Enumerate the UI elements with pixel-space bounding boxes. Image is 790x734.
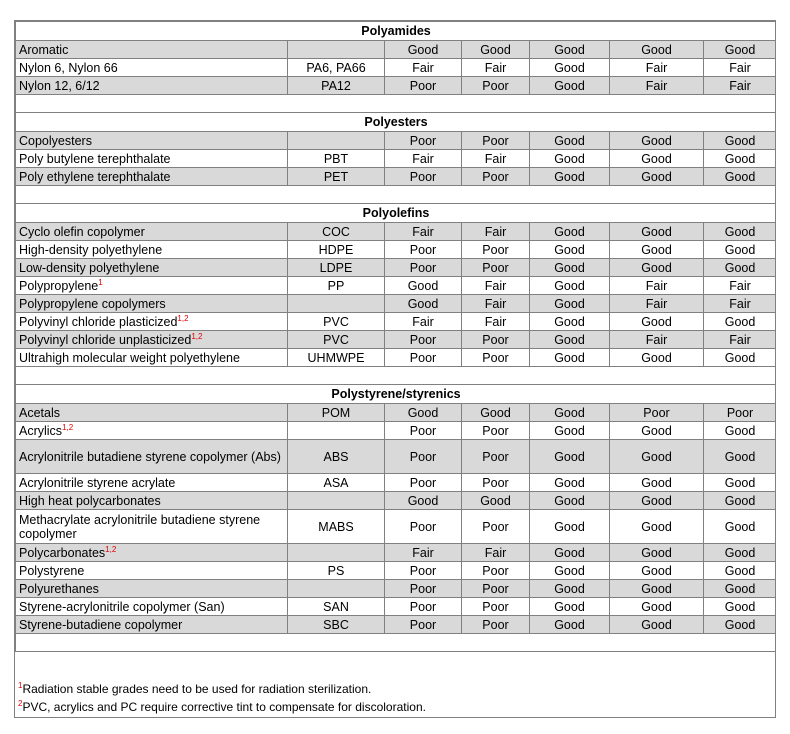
- material-name-cell: [16, 440, 288, 474]
- rating-cell: Good: [385, 41, 462, 59]
- rating-cell: Good: [704, 562, 777, 580]
- abbreviation-cell: ASA: [288, 474, 385, 492]
- section-header-row: [16, 113, 777, 132]
- rating-cell: Poor: [385, 616, 462, 634]
- table-row: [16, 77, 777, 95]
- spacer-cell: [16, 186, 777, 204]
- material-name-cell: [16, 168, 288, 186]
- table-row: [16, 580, 777, 598]
- footnotes: [15, 680, 775, 716]
- rating-cell: Good: [530, 259, 610, 277]
- rating-cell: Poor: [462, 580, 530, 598]
- abbreviation-cell: [288, 492, 385, 510]
- material-name-cell: [16, 277, 288, 295]
- rating-cell: Good: [610, 510, 704, 544]
- rating-cell: Poor: [385, 474, 462, 492]
- material-name: Polyvinyl chloride unplasticized: [19, 332, 192, 347]
- rating-cell: Fair: [385, 313, 462, 331]
- resin-compatibility-table: [15, 21, 776, 652]
- rating-cell: Good: [704, 510, 777, 544]
- material-name-cell: [16, 241, 288, 259]
- abbreviation-cell: [288, 544, 385, 562]
- material-name-cell: [16, 77, 288, 95]
- rating-cell: Good: [610, 474, 704, 492]
- abbreviation-cell: COC: [288, 223, 385, 241]
- rating-cell: Poor: [385, 562, 462, 580]
- rating-cell: Good: [610, 241, 704, 259]
- rating-cell: Poor: [385, 422, 462, 440]
- rating-cell: Good: [530, 295, 610, 313]
- section-title: Polystyrene/styrenics: [16, 385, 777, 404]
- rating-cell: Poor: [462, 259, 530, 277]
- material-name-cell: [16, 313, 288, 331]
- abbreviation-cell: PVC: [288, 331, 385, 349]
- material-name: Polyurethanes: [19, 581, 99, 596]
- rating-cell: Poor: [385, 580, 462, 598]
- rating-cell: Good: [530, 349, 610, 367]
- abbreviation-cell: [288, 295, 385, 313]
- footnote-text: PVC, acrylics and PC require corrective tint to compensate for discoloration.: [22, 700, 426, 714]
- rating-cell: Good: [610, 440, 704, 474]
- rating-cell: Poor: [462, 598, 530, 616]
- rating-cell: Fair: [704, 295, 777, 313]
- rating-cell: Good: [462, 404, 530, 422]
- rating-cell: Fair: [462, 295, 530, 313]
- resin-compatibility-table-panel: [14, 20, 776, 718]
- rating-cell: Good: [704, 313, 777, 331]
- material-name: Ultrahigh molecular weight polyethylene: [19, 350, 240, 365]
- material-name: Acetals: [19, 405, 60, 420]
- abbreviation-cell: LDPE: [288, 259, 385, 277]
- rating-cell: Poor: [385, 77, 462, 95]
- rating-cell: Good: [704, 168, 777, 186]
- rating-cell: Poor: [462, 510, 530, 544]
- table-row: [16, 616, 777, 634]
- material-name-cell: [16, 616, 288, 634]
- spacer-row: [16, 95, 777, 113]
- material-name-cell: [16, 331, 288, 349]
- material-name: Aromatic: [19, 42, 69, 57]
- abbreviation-cell: [288, 422, 385, 440]
- abbreviation-cell: SAN: [288, 598, 385, 616]
- footnote-marker: 1,2: [62, 422, 74, 432]
- material-name: Acrylics: [19, 423, 63, 438]
- rating-cell: Good: [530, 598, 610, 616]
- rating-cell: Good: [385, 295, 462, 313]
- rating-cell: Good: [530, 562, 610, 580]
- rating-cell: Poor: [385, 331, 462, 349]
- rating-cell: Poor: [385, 349, 462, 367]
- section-header-row: [16, 204, 777, 223]
- material-name: Poly butylene terephthalate: [19, 151, 171, 166]
- abbreviation-cell: PP: [288, 277, 385, 295]
- rating-cell: Fair: [704, 277, 777, 295]
- table-row: [16, 259, 777, 277]
- spacer-cell: [16, 95, 777, 113]
- material-name-cell: [16, 41, 288, 59]
- rating-cell: Poor: [462, 77, 530, 95]
- rating-cell: Good: [704, 422, 777, 440]
- rating-cell: Fair: [462, 313, 530, 331]
- rating-cell: Poor: [704, 404, 777, 422]
- rating-cell: Fair: [610, 331, 704, 349]
- rating-cell: Good: [704, 41, 777, 59]
- section-header-row: [16, 22, 777, 41]
- footnote-marker: 1,2: [177, 313, 189, 323]
- material-name: Low-density polyethylene: [19, 260, 160, 275]
- rating-cell: Good: [610, 223, 704, 241]
- footnote-marker: 1,2: [191, 331, 203, 341]
- rating-cell: Fair: [462, 150, 530, 168]
- rating-cell: Poor: [462, 168, 530, 186]
- rating-cell: Poor: [462, 241, 530, 259]
- abbreviation-cell: [288, 580, 385, 598]
- rating-cell: Good: [704, 474, 777, 492]
- abbreviation-cell: POM: [288, 404, 385, 422]
- footnote-marker: 1,2: [105, 544, 117, 554]
- rating-cell: Good: [530, 223, 610, 241]
- rating-cell: Fair: [462, 59, 530, 77]
- rating-cell: Good: [610, 313, 704, 331]
- section-header-row: [16, 385, 777, 404]
- rating-cell: Good: [704, 616, 777, 634]
- material-name: High heat polycarbonates: [19, 493, 161, 508]
- material-name-cell: [16, 492, 288, 510]
- abbreviation-cell: PET: [288, 168, 385, 186]
- rating-cell: Fair: [462, 544, 530, 562]
- material-name: Styrene-butadiene copolymer: [19, 617, 183, 632]
- rating-cell: Good: [704, 349, 777, 367]
- abbreviation-cell: UHMWPE: [288, 349, 385, 367]
- rating-cell: Good: [610, 349, 704, 367]
- rating-cell: Poor: [462, 562, 530, 580]
- material-name-cell: [16, 295, 288, 313]
- footnote-text: Radiation stable grades need to be used for radiation sterilization.: [22, 682, 372, 696]
- material-name-cell: [16, 598, 288, 616]
- material-name-cell: [16, 132, 288, 150]
- rating-cell: Good: [385, 277, 462, 295]
- material-name-cell: [16, 404, 288, 422]
- material-name: High-density polyethylene: [19, 242, 163, 257]
- material-name: Nylon 12, 6/12: [19, 78, 100, 93]
- rating-cell: Poor: [462, 349, 530, 367]
- rating-cell: Poor: [385, 168, 462, 186]
- rating-cell: Good: [530, 241, 610, 259]
- rating-cell: Good: [704, 132, 777, 150]
- material-name-cell: [16, 562, 288, 580]
- rating-cell: Good: [610, 150, 704, 168]
- rating-cell: Fair: [385, 150, 462, 168]
- table-row: [16, 404, 777, 422]
- rating-cell: Good: [530, 580, 610, 598]
- section-title: Polyesters: [16, 113, 777, 132]
- rating-cell: Good: [530, 474, 610, 492]
- rating-cell: Poor: [385, 259, 462, 277]
- rating-cell: Good: [610, 562, 704, 580]
- rating-cell: Good: [530, 616, 610, 634]
- rating-cell: Good: [704, 492, 777, 510]
- material-name: Styrene-acrylonitrile copolymer (San): [19, 599, 225, 614]
- table-row: [16, 440, 777, 474]
- rating-cell: Fair: [610, 77, 704, 95]
- abbreviation-cell: PS: [288, 562, 385, 580]
- material-name-cell: [16, 422, 288, 440]
- rating-cell: Good: [610, 580, 704, 598]
- table-row: [16, 241, 777, 259]
- rating-cell: Good: [530, 277, 610, 295]
- rating-cell: Good: [704, 580, 777, 598]
- rating-cell: Good: [530, 422, 610, 440]
- material-name: Nylon 6, Nylon 66: [19, 60, 118, 75]
- rating-cell: Good: [610, 259, 704, 277]
- abbreviation-cell: MABS: [288, 510, 385, 544]
- rating-cell: Good: [610, 168, 704, 186]
- rating-cell: Poor: [385, 510, 462, 544]
- rating-cell: Poor: [385, 440, 462, 474]
- rating-cell: Poor: [462, 331, 530, 349]
- rating-cell: Fair: [385, 59, 462, 77]
- rating-cell: Good: [530, 150, 610, 168]
- rating-cell: Good: [530, 313, 610, 331]
- table-row: [16, 277, 777, 295]
- material-name-cell: [16, 59, 288, 77]
- rating-cell: Good: [610, 422, 704, 440]
- footnote-marker: 1: [98, 277, 103, 287]
- material-name-cell: [16, 150, 288, 168]
- table-row: [16, 168, 777, 186]
- rating-cell: Good: [704, 598, 777, 616]
- rating-cell: Good: [530, 510, 610, 544]
- spacer-row: [16, 634, 777, 652]
- material-name-cell: [16, 510, 288, 544]
- rating-cell: Good: [610, 41, 704, 59]
- footnote-marker: 2: [18, 699, 23, 708]
- abbreviation-cell: PA12: [288, 77, 385, 95]
- rating-cell: Good: [530, 544, 610, 562]
- rating-cell: Fair: [704, 77, 777, 95]
- material-name: Cyclo olefin copolymer: [19, 224, 145, 239]
- rating-cell: Good: [462, 41, 530, 59]
- table-row: [16, 41, 777, 59]
- table-row: [16, 295, 777, 313]
- table-row: [16, 562, 777, 580]
- rating-cell: Good: [704, 241, 777, 259]
- rating-cell: Good: [530, 404, 610, 422]
- spacer-row: [16, 186, 777, 204]
- material-name: Acrylonitrile butadiene styrene copolymer (Abs): [19, 449, 281, 464]
- table-row: [16, 492, 777, 510]
- rating-cell: Good: [704, 150, 777, 168]
- rating-cell: Fair: [462, 277, 530, 295]
- table-row: [16, 223, 777, 241]
- rating-cell: Good: [610, 616, 704, 634]
- table-row: [16, 59, 777, 77]
- abbreviation-cell: HDPE: [288, 241, 385, 259]
- table-row: [16, 598, 777, 616]
- footnote-marker: 1: [18, 681, 23, 690]
- table-row: [16, 510, 777, 544]
- rating-cell: Good: [530, 59, 610, 77]
- material-name: Polycarbonates: [19, 545, 106, 560]
- rating-cell: Good: [610, 492, 704, 510]
- rating-cell: Poor: [462, 132, 530, 150]
- rating-cell: Poor: [462, 616, 530, 634]
- spacer-cell: [16, 367, 777, 385]
- rating-cell: Poor: [385, 132, 462, 150]
- footnote: [15, 680, 775, 698]
- rating-cell: Good: [704, 223, 777, 241]
- material-name: Acrylonitrile styrene acrylate: [19, 475, 176, 490]
- material-name-cell: [16, 544, 288, 562]
- rating-cell: Fair: [704, 59, 777, 77]
- abbreviation-cell: [288, 132, 385, 150]
- rating-cell: Good: [704, 440, 777, 474]
- abbreviation-cell: ABS: [288, 440, 385, 474]
- material-name: Polyvinyl chloride plasticized: [19, 314, 178, 329]
- rating-cell: Fair: [610, 277, 704, 295]
- material-name: Polypropylene: [19, 278, 99, 293]
- footnote: [15, 698, 775, 716]
- material-name: Copolyesters: [19, 133, 92, 148]
- rating-cell: Good: [385, 492, 462, 510]
- rating-cell: Good: [530, 41, 610, 59]
- table-row: [16, 132, 777, 150]
- spacer-cell: [16, 634, 777, 652]
- material-name: Poly ethylene terephthalate: [19, 169, 171, 184]
- rating-cell: Good: [610, 132, 704, 150]
- table-row: [16, 422, 777, 440]
- rating-cell: Poor: [462, 422, 530, 440]
- rating-cell: Good: [530, 440, 610, 474]
- rating-cell: Good: [530, 492, 610, 510]
- table-row: [16, 474, 777, 492]
- material-name-cell: [16, 259, 288, 277]
- table-row: [16, 150, 777, 168]
- rating-cell: Good: [530, 168, 610, 186]
- spacer-row: [16, 367, 777, 385]
- rating-cell: Good: [530, 331, 610, 349]
- section-title: Polyamides: [16, 22, 777, 41]
- rating-cell: Good: [530, 77, 610, 95]
- table-row: [16, 349, 777, 367]
- material-name: Polypropylene copolymers: [19, 296, 166, 311]
- table-row: [16, 331, 777, 349]
- abbreviation-cell: SBC: [288, 616, 385, 634]
- material-name: Methacrylate acrylonitrile butadiene styrene copolymer: [19, 512, 261, 541]
- rating-cell: Poor: [462, 440, 530, 474]
- rating-cell: Poor: [385, 598, 462, 616]
- abbreviation-cell: [288, 41, 385, 59]
- table-row: [16, 313, 777, 331]
- material-name-cell: [16, 474, 288, 492]
- rating-cell: Poor: [610, 404, 704, 422]
- rating-cell: Good: [610, 544, 704, 562]
- material-name-cell: [16, 223, 288, 241]
- abbreviation-cell: PBT: [288, 150, 385, 168]
- rating-cell: Good: [385, 404, 462, 422]
- rating-cell: Good: [704, 259, 777, 277]
- material-name: Polystyrene: [19, 563, 85, 578]
- section-title: Polyolefins: [16, 204, 777, 223]
- abbreviation-cell: PA6, PA66: [288, 59, 385, 77]
- material-name-cell: [16, 580, 288, 598]
- rating-cell: Good: [530, 132, 610, 150]
- rating-cell: Fair: [462, 223, 530, 241]
- rating-cell: Fair: [610, 295, 704, 313]
- rating-cell: Poor: [462, 474, 530, 492]
- rating-cell: Good: [462, 492, 530, 510]
- table-body: [16, 22, 777, 652]
- rating-cell: Fair: [704, 331, 777, 349]
- table-row: [16, 544, 777, 562]
- material-name-cell: [16, 349, 288, 367]
- rating-cell: Fair: [385, 223, 462, 241]
- rating-cell: Fair: [385, 544, 462, 562]
- abbreviation-cell: PVC: [288, 313, 385, 331]
- rating-cell: Fair: [610, 59, 704, 77]
- rating-cell: Good: [704, 544, 777, 562]
- rating-cell: Good: [610, 598, 704, 616]
- rating-cell: Poor: [385, 241, 462, 259]
